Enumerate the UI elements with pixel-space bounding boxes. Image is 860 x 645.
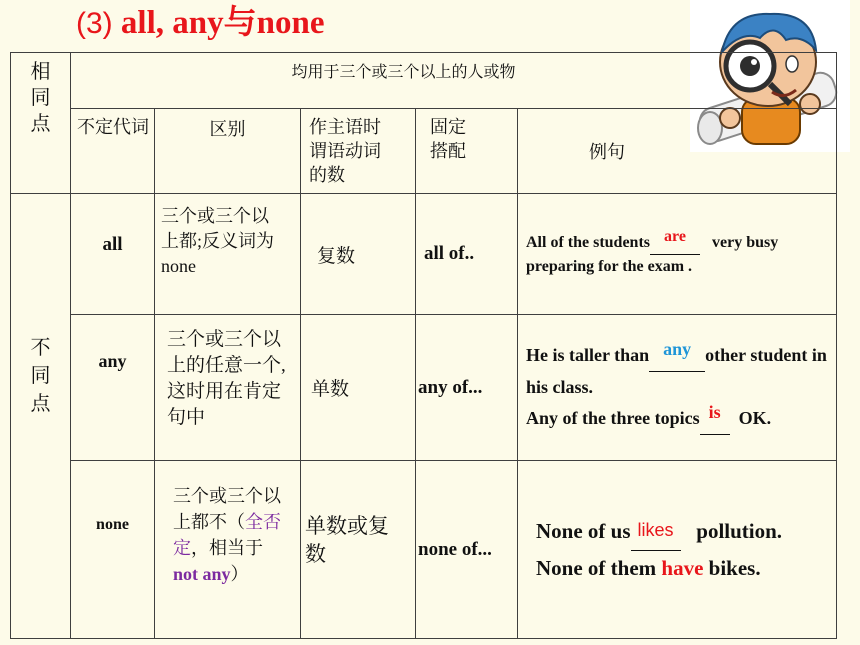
all-example-cell [518, 194, 837, 315]
all-verb: 复数 [317, 245, 356, 267]
header-pronoun [71, 109, 155, 194]
any-example-2-a: Any of the three topics [526, 408, 700, 428]
all-word: all [102, 234, 123, 255]
any-word-cell [71, 315, 155, 461]
none-diff [173, 483, 283, 587]
none-verb-cell [301, 461, 416, 639]
all-word-cell [71, 194, 155, 315]
all-answer-blank [650, 227, 700, 255]
any-diff-cell [155, 315, 301, 461]
header-example [518, 109, 837, 194]
any-example-cell [518, 315, 837, 461]
none-answer-blank [631, 514, 681, 551]
all-example-b: very busy preparing for the exam . [526, 233, 779, 275]
none-example-cell [518, 461, 837, 639]
none-diff-c: ，相当于 [191, 538, 263, 558]
header-verb [301, 109, 416, 194]
none-example-2 [536, 551, 836, 586]
none-example-2-a: None of them [536, 555, 662, 580]
header-verb-text: 作主语时谓语动词的数 [309, 117, 381, 185]
any-verb: 单数 [311, 379, 350, 400]
none-answer: likes [637, 519, 674, 540]
similar-description: 均用于三个或三个以上的人或物 [291, 64, 516, 81]
similar-row [11, 53, 837, 109]
any-example-1 [526, 340, 836, 403]
none-word: none [96, 516, 129, 533]
none-diff-cell [155, 461, 301, 639]
none-fixed: none of... [418, 538, 492, 560]
header-fixed-text: 固定搭配 [430, 117, 466, 161]
all-fixed: all of.. [424, 243, 475, 264]
any-example-2 [526, 403, 836, 435]
none-diff-e: ） [230, 564, 249, 584]
header-diff [155, 109, 301, 194]
header-row [11, 109, 837, 194]
similar-description-cell [71, 53, 837, 109]
header-example-text: 例句 [589, 142, 625, 162]
any-answer-1: any [663, 339, 692, 359]
none-example-1-b: pollution. [696, 518, 783, 543]
none-diff-b: 全否定 [173, 512, 281, 558]
title-number: (3) [76, 7, 113, 40]
any-example-1-a: He is taller than [526, 345, 650, 365]
all-fixed-cell [416, 194, 518, 315]
any-answer-1-blank [649, 340, 705, 372]
any-diff: 三个或三个以上的任意一个, 这时用在肯定句中 [167, 329, 286, 428]
header-pronoun-text: 不定代词 [77, 117, 149, 137]
page-title [76, 4, 324, 43]
header-fixed [416, 109, 518, 194]
none-diff-a: 三个或三个以上都不（ [173, 486, 281, 532]
all-diff-cell [155, 194, 301, 315]
all-verb-cell [301, 194, 416, 315]
any-example-1-b: other student in his class. [526, 345, 827, 397]
none-example-2-highlight: have [661, 555, 704, 580]
none-verb: 单数或复数 [305, 513, 389, 566]
any-verb-cell [301, 315, 416, 461]
header-diff-text: 区别 [209, 119, 246, 139]
all-example-a: All of the students [526, 233, 651, 251]
different-label-cell [11, 194, 71, 639]
none-example-1 [536, 514, 836, 551]
any-word: any [98, 351, 127, 371]
any-fixed-cell [416, 315, 518, 461]
similar-label: 相同点 [30, 61, 51, 135]
any-answer-2: is [708, 402, 721, 422]
similar-label-cell [11, 53, 71, 194]
title-text: all, any与none [120, 5, 325, 41]
row-any [11, 315, 837, 461]
any-fixed: any of... [418, 376, 483, 398]
none-example-2-b: bikes. [703, 555, 761, 580]
none-fixed-cell [416, 461, 518, 639]
none-word-cell [71, 461, 155, 639]
row-none [11, 461, 837, 639]
comparison-table [10, 52, 837, 639]
any-answer-2-blank [700, 403, 730, 435]
all-answer: are [664, 227, 686, 245]
row-all [11, 194, 837, 315]
any-example-2-b: OK. [738, 408, 772, 428]
different-label: 不同点 [30, 337, 51, 415]
all-diff: 三个或三个以上都;反义词为none [161, 206, 275, 276]
none-example-1-a: None of us [536, 518, 631, 543]
none-diff-d: not any [173, 564, 231, 584]
